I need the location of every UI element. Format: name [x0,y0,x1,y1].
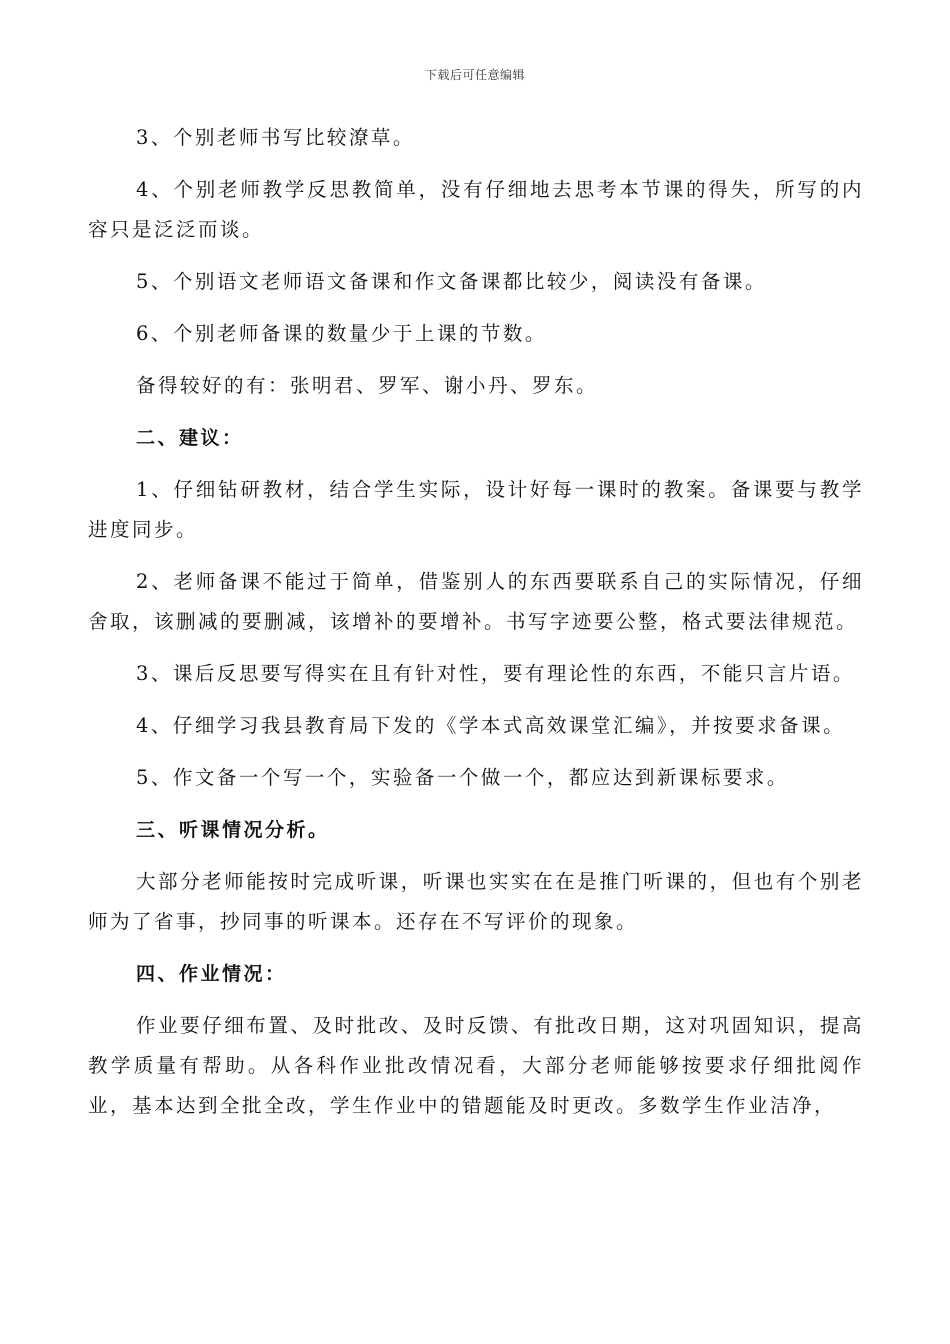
list-item-5: 5、个别语文老师语文备课和作文备课都比较少，阅读没有备课。 [136,270,767,293]
good-preparers-paragraph: 备得较好的有：张明君、罗军、谢小丹、罗东。 [136,374,599,397]
section-heading-homework: 四、作业情况： [136,963,287,985]
list-item-4: 4、个别老师教学反思教简单，没有仔细地去思考本节课的得失，所写的内容只是泛泛而谈。 [88,178,864,241]
suggestion-item-5: 5、作文备一个写一个，实验备一个做一个，都应达到新课标要求。 [136,766,789,789]
section-heading-suggestions: 二、建议： [136,427,244,449]
document-body [88,118,864,1138]
list-item-6: 6、个别老师备课的数量少于上课的节数。 [136,322,547,345]
section-heading-lesson-observation: 三、听课情况分析。 [136,819,330,841]
suggestion-item-1: 1、仔细钻研教材，结合学生实际，设计好每一课时的教案。备课要与教学进度同步。 [88,478,864,541]
suggestion-item-2: 2、老师备课不能过于简单，借鉴别人的东西要联系自己的实际情况，仔细舍取，该删减的要删减，该增补的要增补。书写字迹要公整，格式要法律规范。 [88,570,864,633]
page-header: 下载后可任意编辑 [424,68,525,82]
suggestion-item-4: 4、仔细学习我县教育局下发的《学本式高效课堂汇编》，并按要求备课。 [136,714,846,737]
suggestion-item-3: 3、课后反思要写得实在且有针对性，要有理论性的东西，不能只言片语。 [136,662,855,685]
lesson-observation-paragraph: 大部分老师能按时完成听课，听课也实实在在是推门听课的，但也有个别老师为了省事，抄同事的听课本。还存在不写评价的现象。 [88,870,864,933]
list-item-3: 3、个别老师书写比较潦草。 [136,126,415,149]
homework-paragraph: 作业要仔细布置、及时批改、及时反馈、有批改日期，这对巩固知识，提高教学质量有帮助。从各科作业批改情况看，大部分老师能够按要求仔细批阅作业，基本达到全批全改，学生作业中的错题能及时更改。多数学生作业洁净， [88,1014,864,1117]
